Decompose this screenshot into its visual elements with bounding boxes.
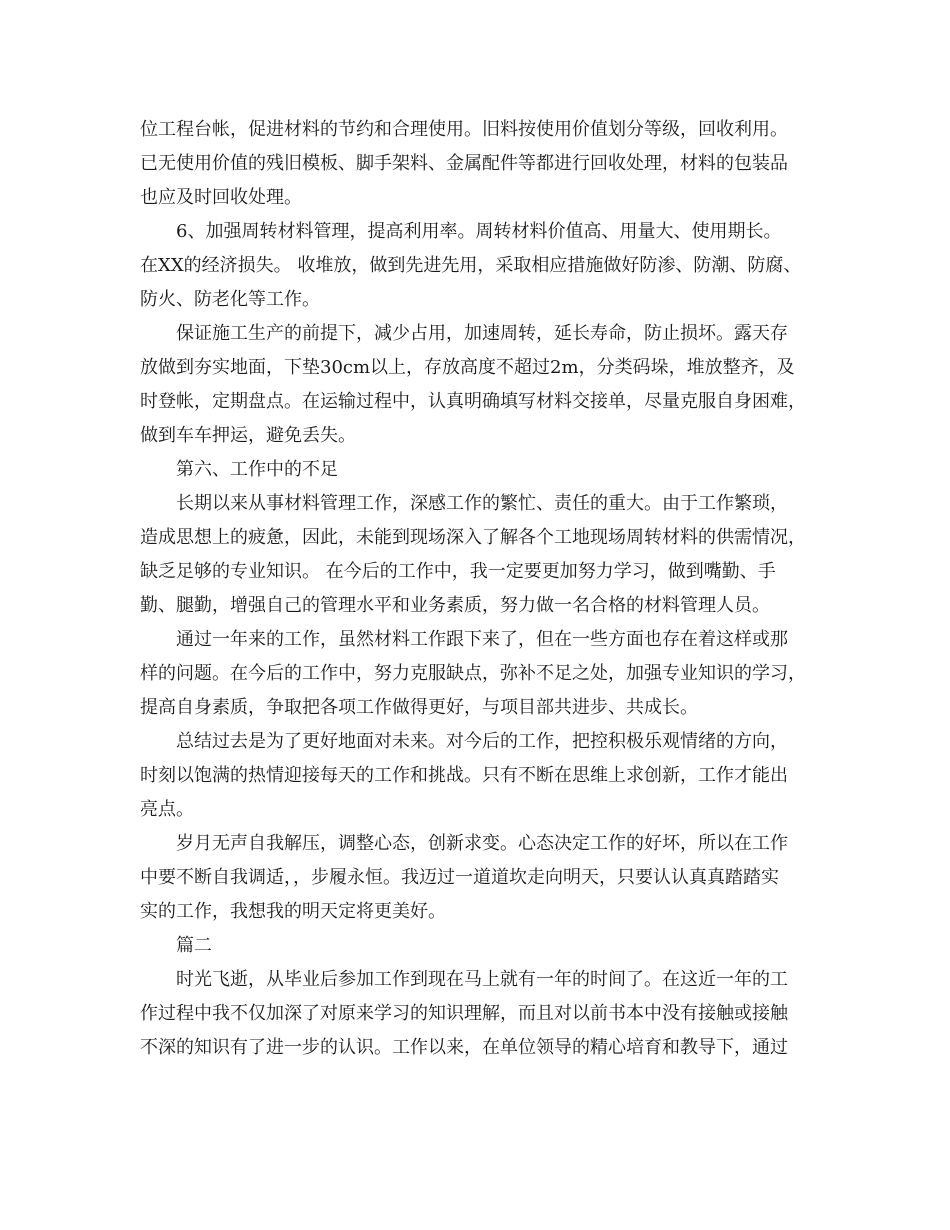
paragraph-start-line: 总结过去是为了更好地面对未来。对今后的工作，把控积极乐观情绪的方向， (176, 731, 788, 752)
text-line: 不深的知识有了进一步的认识。工作以来，在单位领导的精心培育和教导下，通过 (140, 1037, 788, 1058)
text-line: 样的问题。在今后的工作中，努力克服缺点，弥补不足之处，加强专业知识的学习， (140, 663, 806, 684)
text-line: 时刻以饱满的热情迎接每天的工作和挑战。只有不断在思维上求创新，工作才能出 (140, 765, 788, 786)
text-line: 缺乏足够的专业知识。 在今后的工作中，我一定要更加努力学习，做到嘴勤、手 (140, 561, 776, 582)
text-line: 实的工作，我想我的明天定将更美好。 (140, 901, 446, 922)
text-line: 时登帐，定期盘点。在运输过程中，认真明确填写材料交接单，尽量克服自身困难， (140, 391, 806, 412)
document-body (140, 113, 830, 1065)
section-heading: 篇二 (176, 935, 212, 956)
text-line: 在XX的经济损失。 收堆放，做到先进先用，采取相应措施做好防渗、防潮、防腐、 (140, 255, 802, 276)
text-line: 已无使用价值的残旧模板、脚手架料、金属配件等都进行回收处理，材料的包装品 (140, 153, 788, 174)
text-line: 勤、腿勤，增强自己的管理水平和业务素质，努力做一名合格的材料管理人员。 (140, 595, 770, 616)
text-line: 放做到夯实地面，下垫30cm以上，存放高度不超过2m，分类码垛，堆放整齐，及 (140, 357, 795, 378)
text-line: 做到车车押运，避免丢失。 (140, 425, 356, 446)
section-heading: 第六、工作中的不足 (176, 459, 338, 480)
text-line: 作过程中我不仅加深了对原来学习的知识理解，而且对以前书本中没有接触或接触 (140, 1003, 788, 1024)
text-line: 提高自身素质，争取把各项工作做得更好，与项目部共进步、共成长。 (140, 697, 698, 718)
paragraph-start-line: 通过一年来的工作，虽然材料工作跟下来了，但在一些方面也存在着这样或那 (176, 629, 788, 650)
paragraph-start-line: 时光飞逝，从毕业后参加工作到现在马上就有一年的时间了。在这近一年的工 (176, 969, 788, 990)
text-line: 也应及时回收处理。 (140, 187, 302, 208)
text-line: 位工程台帐，促进材料的节约和合理使用。旧料按使用价值划分等级，回收利用。 (140, 119, 788, 140)
text-line: 造成思想上的疲惫，因此，未能到现场深入了解各个工地现场周转材料的供需情况， (140, 527, 806, 548)
paragraph-start-line: 保证施工生产的前提下，减少占用，加速周转，延长寿命，防止损坏。露天存 (176, 323, 788, 344)
text-line: 亮点。 (140, 799, 194, 820)
paragraph-start-line: 长期以来从事材料管理工作，深感工作的繁忙、责任的重大。由于工作繁琐， (176, 493, 788, 514)
text-line: 中要不断自我调适，，步履永恒。我迈过一道道坎走向明天，只要认认真真踏踏实 (140, 867, 779, 888)
paragraph-start-line: 6、加强周转材料管理，提高利用率。周转材料价值高、用量大、使用期长。 (176, 221, 782, 242)
paragraph-start-line: 岁月无声自我解压，调整心态，创新求变。心态决定工作的好坏，所以在工作 (176, 833, 788, 854)
text-line: 防火、防老化等工作。 (140, 289, 320, 310)
